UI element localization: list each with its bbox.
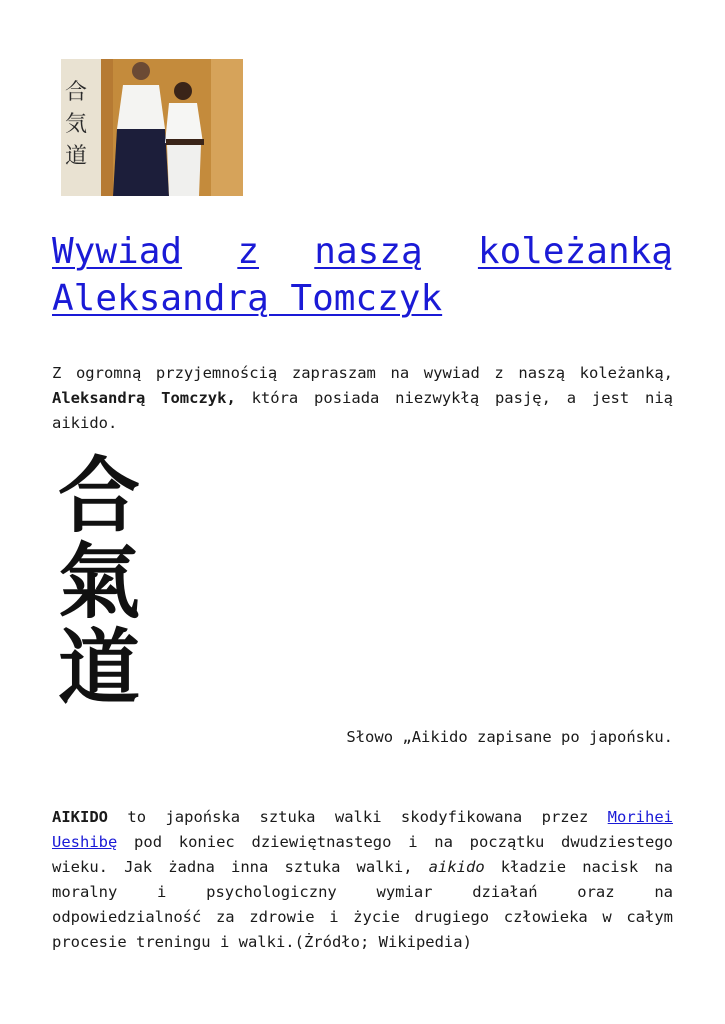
intro-name: Aleksandrą Tomczyk,: [52, 389, 236, 407]
article-title-line2[interactable]: Aleksandrą Tomczyk: [52, 278, 443, 319]
body-line1: [52, 805, 673, 830]
body-seg3a: wieku. Jak żadna inna sztuka walki,: [52, 858, 429, 876]
aikido-paragraph: [52, 805, 673, 955]
body-seg1: to japońska sztuka walki skodyfikowana przez: [108, 808, 608, 826]
banner-kanji-3: 道: [65, 144, 88, 169]
kanji-ai: 合: [57, 452, 141, 544]
kanji-do: 道: [57, 620, 141, 707]
body-line4: moralny i psychologiczny wymiar działań oraz na: [52, 883, 673, 901]
header-photo: [61, 59, 243, 196]
banner-kanji-2: 気: [65, 112, 88, 137]
banner-kanji-1: 合: [65, 80, 88, 105]
body-seg2: pod koniec dziewiętnastego i na początku dwudziestego: [117, 833, 673, 851]
intro-paragraph: [52, 361, 673, 436]
aikido-bold: AIKIDO: [52, 808, 108, 826]
aikido-kanji-image: [52, 452, 146, 707]
header-photo-illustration: [61, 59, 243, 196]
body-line2: [52, 830, 673, 855]
article-title[interactable]: [52, 228, 673, 322]
body-line3: [52, 855, 673, 880]
title-word[interactable]: z: [237, 231, 259, 272]
intro-line2-rest: która posiada niezwykłą pasję, a jest nią: [235, 389, 673, 407]
intro-line3: aikido.: [52, 414, 118, 432]
kanji-ki: 氣: [57, 534, 141, 630]
body-line6: procesie treningu i walki.(Żródło; Wikipedia): [52, 933, 472, 951]
image-caption: Słowo „Aikido zapisane po japońsku.: [346, 728, 673, 746]
body-seg3b: kładzie nacisk na: [484, 858, 673, 876]
title-word[interactable]: koleżanką: [477, 231, 673, 272]
title-word[interactable]: naszą: [314, 231, 423, 272]
intro-line2: [52, 386, 673, 411]
title-word[interactable]: Wywiad: [52, 231, 183, 272]
body-line5: odpowiedzialność za zdrowie i życie drugiego człowieka w całym: [52, 908, 673, 926]
article-title-line1[interactable]: [52, 228, 673, 275]
ueshiba-link-part1[interactable]: Morihei: [607, 808, 673, 826]
intro-line1: Z ogromną przyjemnością zapraszam na wywiad z naszą koleżanką,: [52, 364, 673, 382]
aikido-italic: aikido: [428, 858, 485, 876]
ueshiba-link-part2[interactable]: Ueshibę: [52, 833, 118, 851]
